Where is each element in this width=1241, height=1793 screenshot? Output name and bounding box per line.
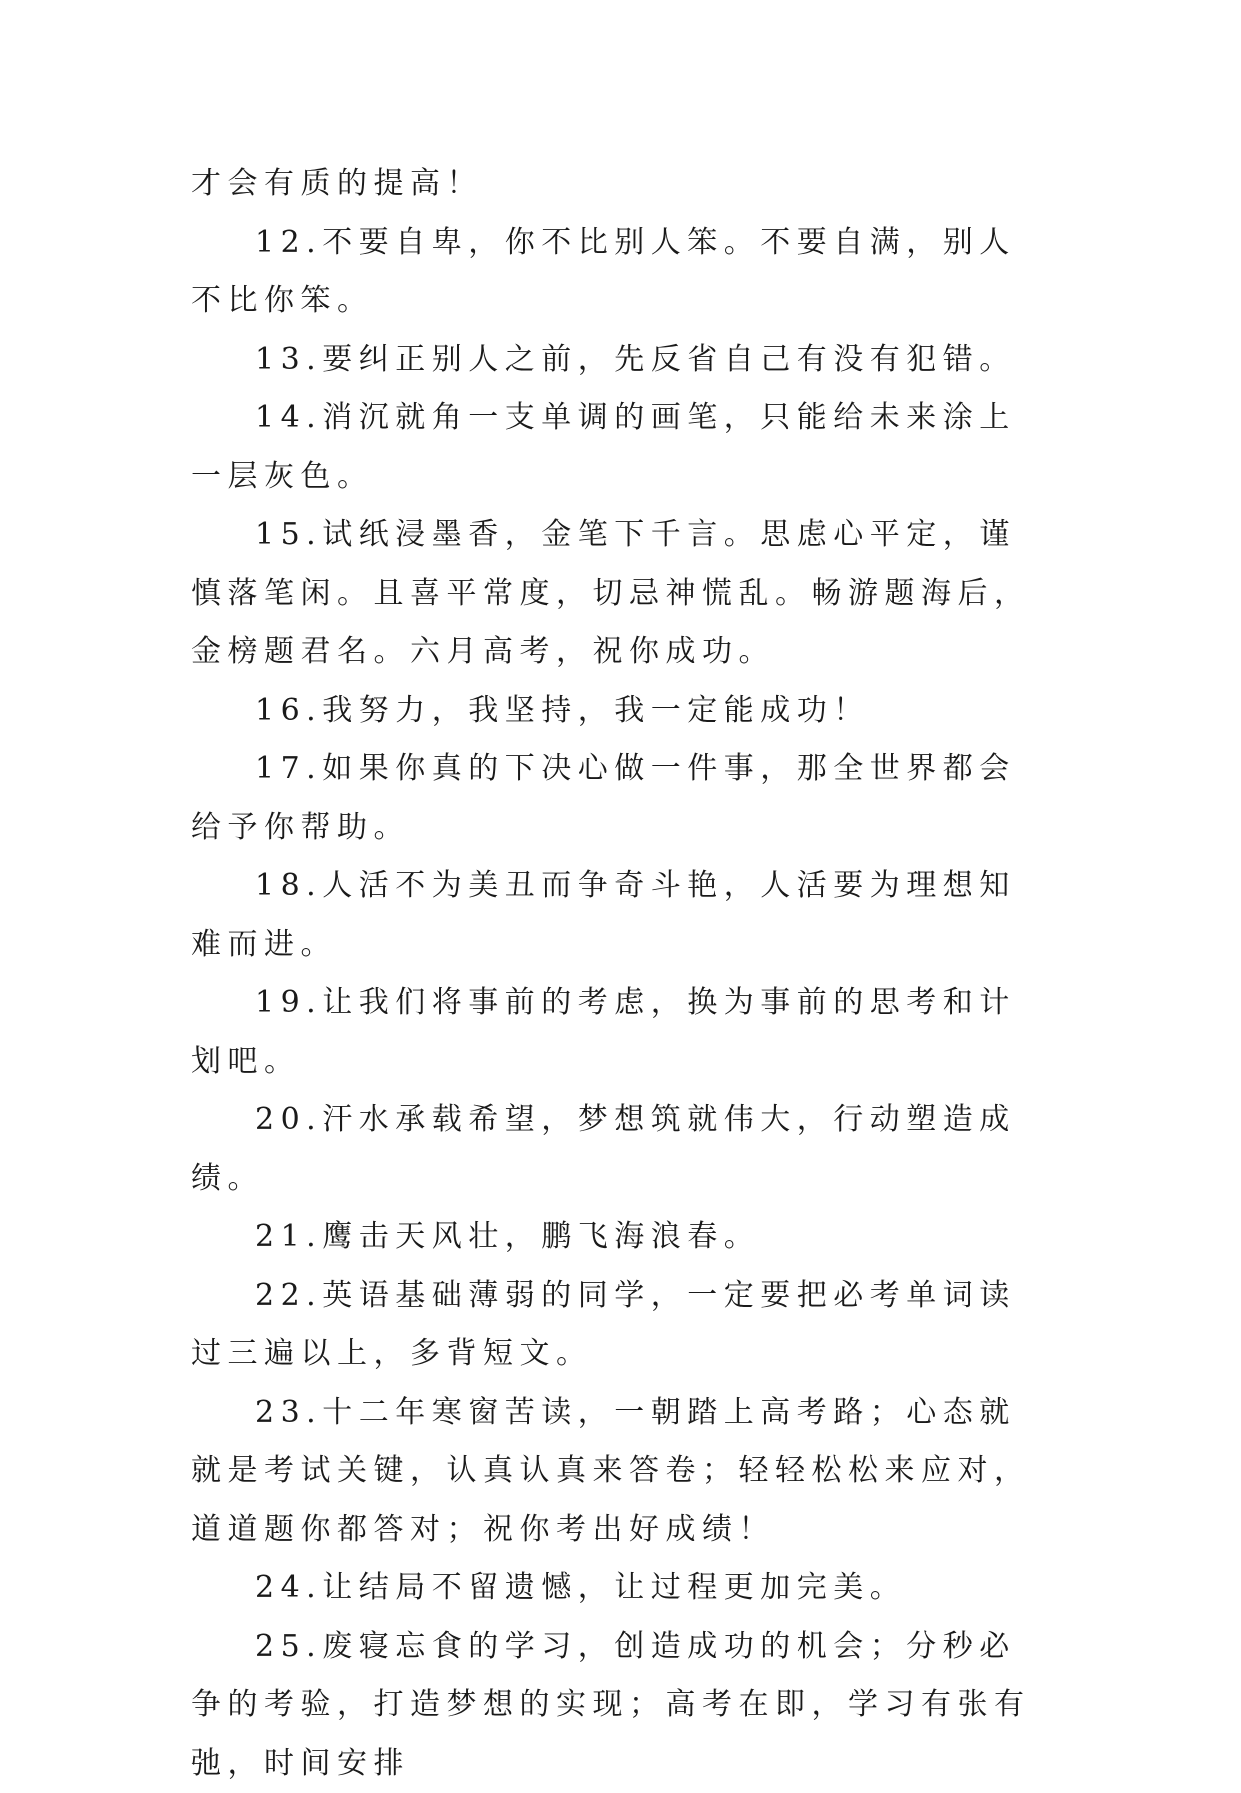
- paragraph-item-24: 24.让结局不留遗憾，让过程更加完美。: [191, 1559, 1051, 1618]
- paragraph-item-21: 21.鹰击天风壮，鹏飞海浪春。: [191, 1208, 1051, 1267]
- paragraph-item-23: 23.十二年寒窗苦读，一朝踏上高考路；心态就就是考试关键，认真认真来答卷；轻轻松松来应对，道道题你都答对；祝你考出好成绩！: [191, 1384, 1051, 1560]
- paragraph-item-16: 16.我努力，我坚持，我一定能成功！: [191, 682, 1051, 741]
- document-body: [191, 155, 1051, 1793]
- paragraph-item-20: 20.汗水承载希望，梦想筑就伟大，行动塑造成绩。: [191, 1091, 1051, 1208]
- paragraph-item-17: 17.如果你真的下决心做一件事，那全世界都会给予你帮助。: [191, 740, 1051, 857]
- paragraph-continuation: 才会有质的提高！: [191, 155, 1051, 214]
- paragraph-item-25: 25.废寝忘食的学习，创造成功的机会；分秒必争的考验，打造梦想的实现；高考在即，学习有张有弛，时间安排: [191, 1618, 1051, 1793]
- paragraph-item-18: 18.人活不为美丑而争奇斗艳，人活要为理想知难而进。: [191, 857, 1051, 974]
- paragraph-item-22: 22.英语基础薄弱的同学，一定要把必考单词读过三遍以上，多背短文。: [191, 1267, 1051, 1384]
- paragraph-item-19: 19.让我们将事前的考虑，换为事前的思考和计划吧。: [191, 974, 1051, 1091]
- paragraph-item-14: 14.消沉就角一支单调的画笔，只能给未来涂上一层灰色。: [191, 389, 1051, 506]
- paragraph-item-12: 12.不要自卑，你不比别人笨。不要自满，别人不比你笨。: [191, 214, 1051, 331]
- paragraph-item-15: 15.试纸浸墨香，金笔下千言。思虑心平定，谨慎落笔闲。且喜平常度，切忌神慌乱。畅游题海后，金榜题君名。六月高考，祝你成功。: [191, 506, 1051, 682]
- paragraph-item-13: 13.要纠正别人之前，先反省自己有没有犯错。: [191, 331, 1051, 390]
